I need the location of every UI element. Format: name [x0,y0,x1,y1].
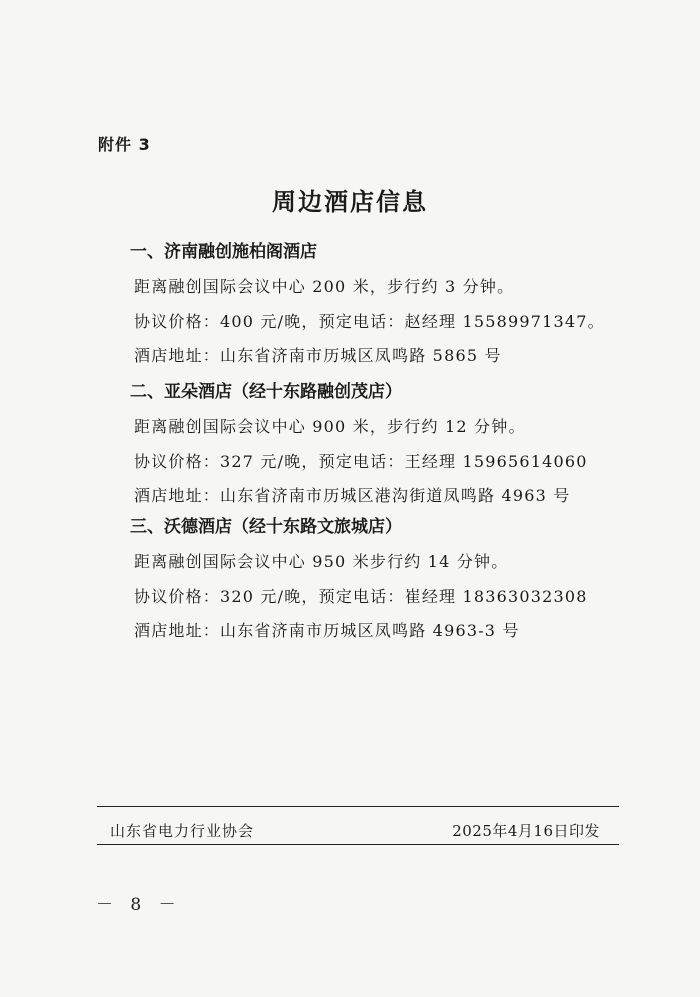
annex-label: 附件 3 [98,135,151,154]
footer-organization: 山东省电力行业协会 [110,822,255,840]
hotel-address: 酒店地址：山东省济南市历城区凤鸣路 4963-3 号 [134,621,520,640]
hotel-name: 二、亚朵酒店（经十东路融创茂店） [130,382,402,402]
hotel-distance: 距离融创国际会议中心 900 米，步行约 12 分钟。 [134,417,526,436]
hotel-distance: 距离融创国际会议中心 950 米步行约 14 分钟。 [134,552,509,571]
page-title: 周边酒店信息 [272,187,428,216]
hotel-distance: 距离融创国际会议中心 200 米，步行约 3 分钟。 [134,277,515,296]
hotel-name: 三、沃德酒店（经十东路文旅城店） [130,517,402,537]
hotel-address: 酒店地址：山东省济南市历城区凤鸣路 5865 号 [134,346,502,365]
hotel-price: 协议价格：320 元/晚，预定电话：崔经理 18363032308 [134,586,588,606]
footer-date: 2025年4月16日印发 [452,822,600,840]
hotel-address: 酒店地址：山东省济南市历城区港沟街道凤鸣路 4963 号 [134,486,571,505]
hotel-price: 协议价格：327 元/晚，预定电话：王经理 15965614060 [134,451,588,471]
footer-top-rule [97,806,619,807]
hotel-entry-1 [130,234,605,374]
hotel-entry-3 [130,509,588,649]
hotel-name: 一、济南融创施柏阁酒店 [130,242,317,262]
hotel-entry-2 [130,374,588,514]
footer-bottom-rule [97,844,619,845]
page-number: － 8 － [96,895,182,915]
hotel-price: 协议价格：400 元/晚，预定电话：赵经理 15589971347。 [134,311,605,331]
